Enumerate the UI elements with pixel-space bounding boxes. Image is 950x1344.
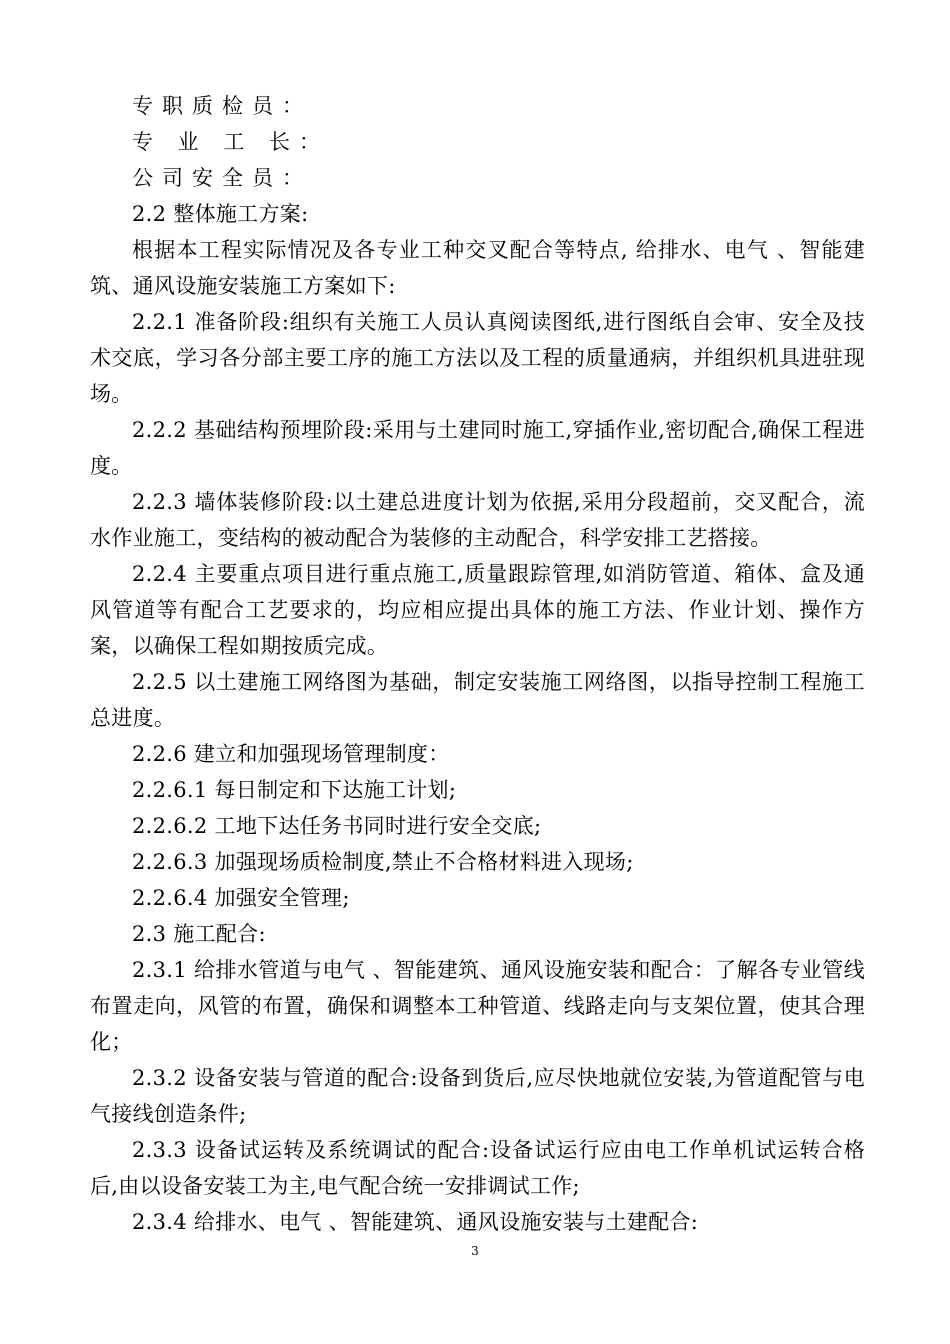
paragraph-safety-officer: 公司安全员： bbox=[132, 166, 312, 190]
paragraph-2-2-6-3: 2.2.6.3 加强现场质检制度,禁止不合格材料进入现场; bbox=[132, 850, 634, 874]
paragraph-2-2-2: 2.2.2 基础结构预埋阶段:采用与土建同时施工,穿插作业,密切配合,确保工程进度。 bbox=[90, 418, 865, 478]
section-heading-2-3: 2.3 施工配合: bbox=[132, 922, 266, 946]
paragraph-2-2-6-1: 2.2.6.1 每日制定和下达施工计划; bbox=[132, 778, 457, 802]
document-body bbox=[90, 88, 865, 1240]
paragraph-2-2-4: 2.2.4 主要重点项目进行重点施工,质量跟踪管理,如消防管道、箱体、盒及通风管道等有配合工艺要求的，均应相应提出具体的施工方法、作业计划、操作方案，以确保工程如期按质完成。 bbox=[90, 562, 865, 658]
section-heading-2-2: 2.2 整体施工方案: bbox=[132, 202, 309, 226]
paragraph-foreman: 专 业 工 长： bbox=[132, 130, 330, 154]
paragraph-2-3-2: 2.3.2 设备安装与管道的配合:设备到货后,应尽快地就位安装,为管道配管与电气接线创造条件; bbox=[90, 1066, 865, 1126]
paragraph-2-2-1: 2.2.1 准备阶段:组织有关施工人员认真阅读图纸,进行图纸自会审、安全及技术交底，学习各分部主要工序的施工方法以及工程的质量通病，并组织机具进驻现场。 bbox=[90, 310, 865, 406]
paragraph-2-2-3: 2.2.3 墙体装修阶段:以土建总进度计划为依据,采用分段超前，交叉配合，流水作业施工，变结构的被动配合为装修的主动配合，科学安排工艺搭接。 bbox=[90, 490, 865, 550]
paragraph-2-3-3: 2.3.3 设备试运转及系统调试的配合:设备试运行应由电工作单机试运转合格后,由以设备安装工为主,电气配合统一安排调试工作; bbox=[90, 1138, 865, 1198]
paragraph-2-2-6-2: 2.2.6.2 工地下达任务书同时进行安全交底; bbox=[132, 814, 542, 838]
paragraph-2-2-6: 2.2.6 建立和加强现场管理制度： bbox=[132, 742, 450, 766]
page-number: 3 bbox=[471, 1244, 479, 1258]
paragraph-2-3-1: 2.3.1 给排水管道与电气 、智能建筑、通风设施安装和配合：了解各专业管线布置走向，风管的布置，确保和调整本工种管道、线路走向与支架位置，使其合理化； bbox=[90, 958, 865, 1054]
paragraph-quality-inspector: 专职质检员： bbox=[132, 94, 312, 118]
paragraph-2-2-6-4: 2.2.6.4 加强安全管理; bbox=[132, 886, 350, 910]
paragraph-intro: 根据本工程实际情况及各专业工种交叉配合等特点, 给排水、电气 、智能建筑、通风设施安装施工方案如下: bbox=[90, 238, 865, 298]
paragraph-2-2-5: 2.2.5 以土建施工网络图为基础，制定安装施工网络图，以指导控制工程施工总进度。 bbox=[90, 670, 865, 730]
paragraph-2-3-4: 2.3.4 给排水、电气 、智能建筑、通风设施安装与土建配合: bbox=[132, 1210, 699, 1234]
